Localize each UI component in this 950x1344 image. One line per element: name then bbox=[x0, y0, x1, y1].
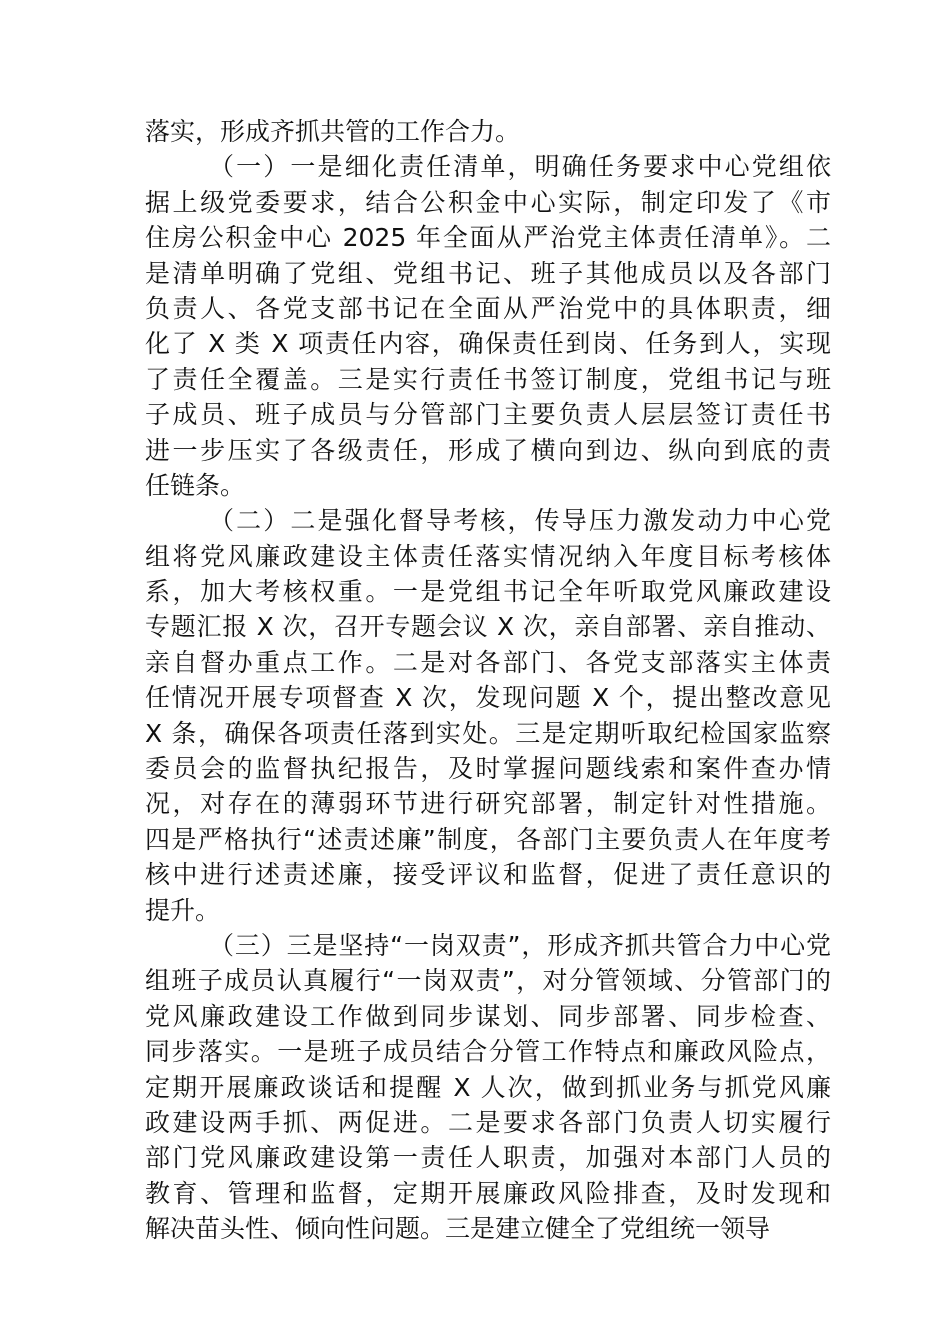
document-page bbox=[145, 114, 831, 1247]
text-line: 定期开展廉政谈话和提醒 X 人次，做到抓业务与抓党风廉 bbox=[145, 1072, 831, 1102]
text-line: 党风廉政建设工作做到同步谋划、同步部署、同步检查、 bbox=[145, 1001, 831, 1031]
text-line: 是清单明确了党组、党组书记、班子其他成员以及各部门 bbox=[145, 258, 831, 288]
text-line: 子成员、班子成员与分管部门主要负责人层层签订责任书 bbox=[145, 400, 831, 430]
text-line: 住房公积金中心 2025 年全面从严治党主体责任清单》。二 bbox=[145, 223, 831, 253]
text-line: 任情况开展专项督查 X 次，发现问题 X 个，提出整改意见 bbox=[145, 683, 831, 713]
text-line: 进一步压实了各级责任，形成了横向到边、纵向到底的责 bbox=[145, 435, 831, 465]
text-line: 同步落实。一是班子成员结合分管工作特点和廉政风险点， bbox=[145, 1037, 831, 1067]
text-line: 负责人、各党支部书记在全面从严治党中的具体职责，细 bbox=[145, 293, 831, 323]
text-line: （二）二是强化督导考核，传导压力激发动力中心党 bbox=[209, 506, 831, 536]
text-line: 核中进行述责述廉，接受评议和监督，促进了责任意识的 bbox=[145, 860, 831, 890]
text-line: 任链条。 bbox=[145, 470, 246, 500]
paragraph bbox=[145, 149, 831, 503]
text-line: X 条，确保各项责任落到实处。三是定期听取纪检国家监察 bbox=[145, 718, 831, 748]
text-line: （三）三是坚持“一岗双责”，形成齐抓共管合力中心党 bbox=[209, 930, 831, 960]
paragraph bbox=[145, 503, 831, 928]
text-line: 化了 X 类 X 项责任内容，确保责任到岗、任务到人，实现 bbox=[145, 329, 831, 359]
text-line: （一）一是细化责任清单，明确任务要求中心党组依 bbox=[209, 152, 831, 182]
text-line: 落实，形成齐抓共管的工作合力。 bbox=[145, 117, 521, 146]
text-line: 委员会的监督执纪报告，及时掌握问题线索和案件查办情 bbox=[145, 754, 831, 784]
text-line: 四是严格执行“述责述廉”制度，各部门主要负责人在年度考 bbox=[145, 824, 831, 854]
paragraph bbox=[145, 928, 831, 1247]
text-line: 组将党风廉政建设主体责任落实情况纳入年度目标考核体 bbox=[145, 541, 831, 571]
paragraph bbox=[145, 114, 831, 149]
text-line: 据上级党委要求，结合公积金中心实际，制定印发了《市 bbox=[145, 187, 831, 217]
text-line: 组班子成员认真履行“一岗双责”，对分管领域、分管部门的 bbox=[145, 966, 831, 996]
text-line: 专题汇报 X 次，召开专题会议 X 次，亲自部署、亲自推动、 bbox=[145, 612, 831, 642]
text-line: 亲自督办重点工作。二是对各部门、各党支部落实主体责 bbox=[145, 647, 831, 677]
text-line: 部门党风廉政建设第一责任人职责，加强对本部门人员的 bbox=[145, 1143, 831, 1173]
text-line: 教育、管理和监督，定期开展廉政风险排查，及时发现和 bbox=[145, 1178, 831, 1208]
text-line: 提升。 bbox=[145, 895, 221, 925]
text-line: 系，加大考核权重。一是党组书记全年听取党风廉政建设 bbox=[145, 577, 831, 607]
text-line: 了责任全覆盖。三是实行责任书签订制度，党组书记与班 bbox=[145, 364, 831, 394]
text-line: 政建设两手抓、两促进。二是要求各部门负责人切实履行 bbox=[145, 1107, 831, 1137]
text-line: 况，对存在的薄弱环节进行研究部署，制定针对性措施。 bbox=[145, 789, 831, 819]
text-line: 解决苗头性、倾向性问题。三是建立健全了党组统一领导 bbox=[145, 1214, 771, 1244]
